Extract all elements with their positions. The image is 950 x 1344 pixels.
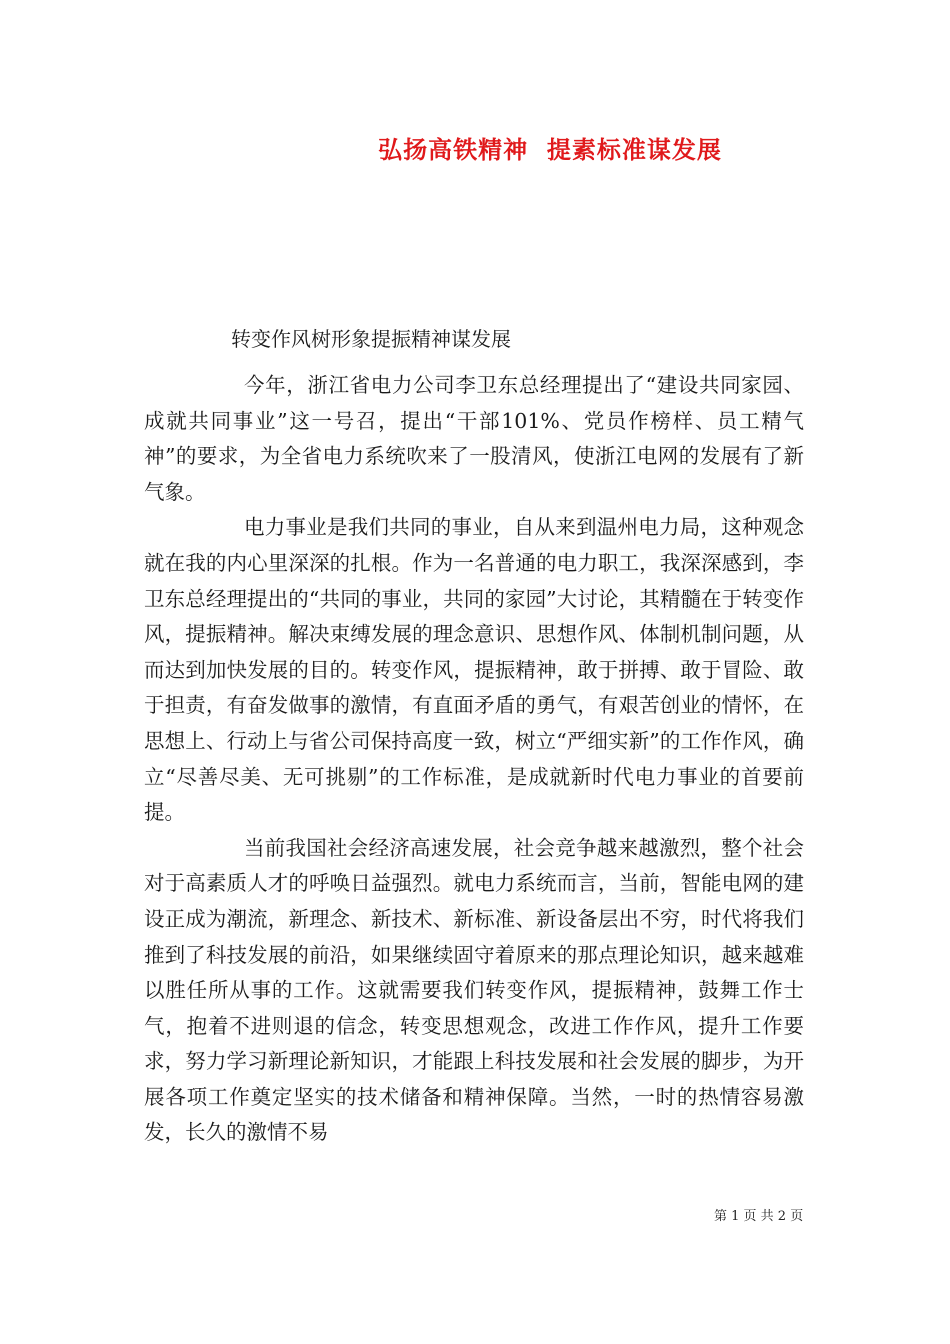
page-number-footer: 第 1 页 共 2 页 [714,1209,804,1224]
paragraph: 当前我国社会经济高速发展，社会竞争越来越激烈，整个社会对于高素质人才的呼唤日益强烈。就电力系统而言，当前，智能电网的建设正成为潮流，新理念、新技术、新标准、新设备层出不穷，时代将我们推到了科技发展的前沿，如果继续固守着原来的那点理论知识，越来越难以胜任所从事的工作。这就需要我们转变作风，提振精神，鼓舞工作士气，抱着不进则退的信念，转变思想观念，改进工作作风，提升工作要求，努力学习新理论新知识，才能跟上科技发展和社会发展的脚步，为开展各项工作奠定坚实的技术储备和精神保障。当然，一时的热情容易激发，长久的激情不易 [144,835,804,1145]
document-title: 弘扬高铁精神 提素标准谋发展 [378,136,722,164]
paragraph: 电力事业是我们共同的事业，自从来到温州电力局，这种观念就在我的内心里深深的扎根。作为一名普通的电力职工，我深深感到，李卫东总经理提出的“共同的事业，共同的家园”大讨论，其精髓在于转变作风，提振精神。解决束缚发展的理念意识、思想作风、体制机制问题，从而达到加快发展的目的。转变作风，提振精神，敢于拼搏、敢于冒险、敢于担责，有奋发做事的激情，有直面矛盾的勇气，有艰苦创业的情怀，在思想上、行动上与省公司保持高度一致，树立“严细实新”的工作作风，确立“尽善尽美、无可挑剔”的工作标准，是成就新时代电力事业的首要前提。 [144,515,804,825]
document-body [144,368,804,1151]
paragraph: 今年，浙江省电力公司李卫东总经理提出了“建设共同家园、成就共同事业”这一号召，提出“干部101%、党员作榜样、员工精气神”的要求，为全省电力系统吹来了一股清风，使浙江电网的发展有了新气象。 [144,373,804,504]
document-subtitle: 转变作风树形象提振精神谋发展 [231,327,511,351]
